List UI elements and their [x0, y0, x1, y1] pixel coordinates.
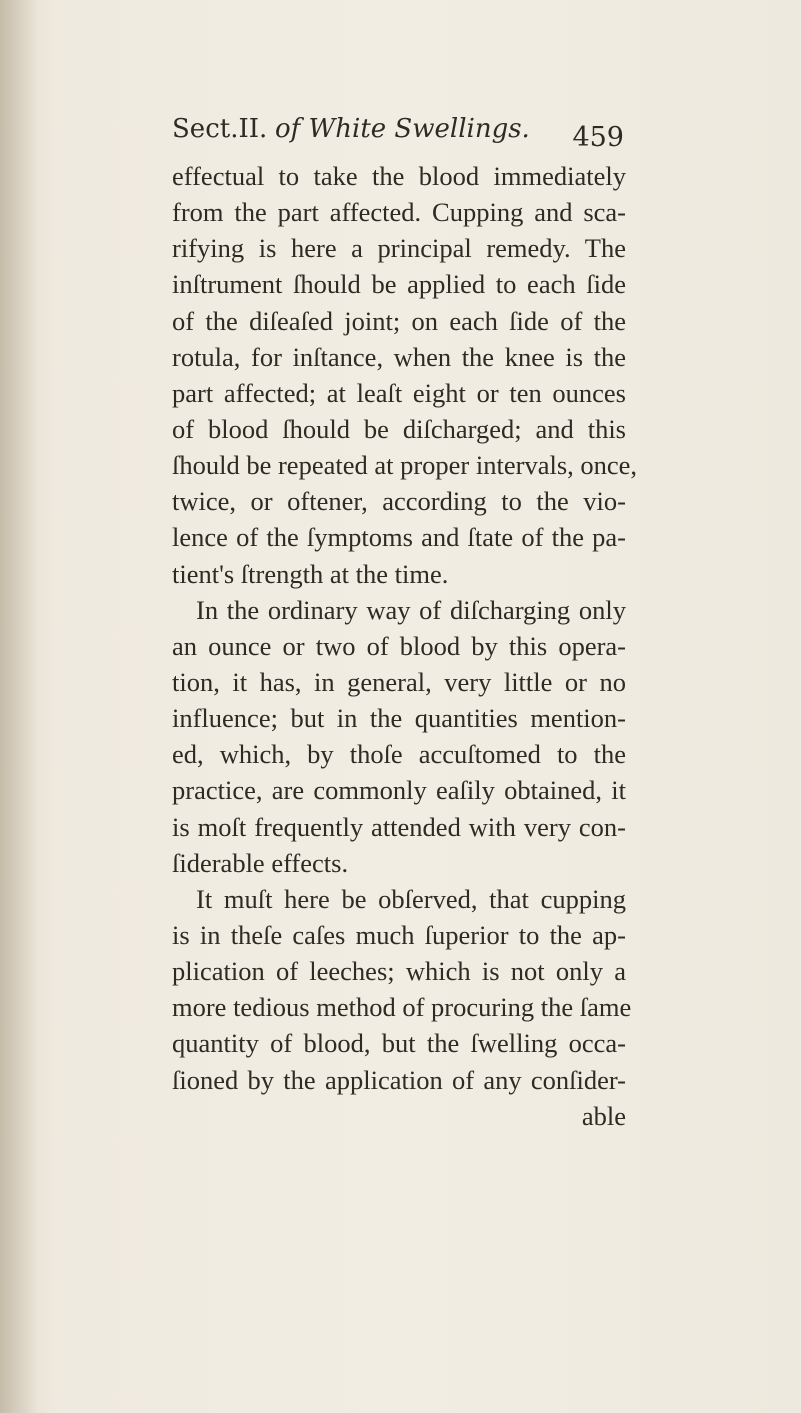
text-line: ſioned by the application of any conſider- [172, 1064, 626, 1095]
text-line: ſhould be repeated at proper intervals, once, [172, 450, 638, 481]
text-line: It muſt here be obſerved, that cupping [196, 883, 626, 914]
text-line: twice, or oftener, according to the vio- [172, 486, 626, 517]
text-line: of blood ſhould be diſcharged; and this [172, 413, 626, 444]
text-line: rotula, for inſtance, when the knee is the [172, 341, 626, 372]
text-line: rifying is here a principal remedy. The [172, 233, 626, 264]
text-line: plication of leeches; which is not only a [172, 956, 626, 987]
text-line: part affected; at leaſt eight or ten ounces [172, 377, 626, 408]
text-line: an ounce or two of blood by this opera- [172, 630, 626, 661]
page-header [172, 110, 624, 154]
text-line: effectual to take the blood immediately [172, 161, 626, 191]
text-line: tion, it has, in general, very little or no [172, 666, 626, 697]
text-line: quantity of blood, but the ſwelling occa- [172, 1028, 626, 1059]
text-line: is in theſe caſes much ſuperior to the ap- [172, 919, 626, 950]
text-line: In the ordinary way of diſcharging only [196, 594, 626, 625]
running-title: of White Swellings. [275, 114, 530, 144]
body-text [172, 158, 638, 1134]
catchword: able [581, 1100, 626, 1131]
text-line: is moſt frequently attended with very con- [172, 811, 626, 842]
text-line: tient's ſtrength at the time. [172, 558, 449, 589]
text-line: more tedious method of procuring the ſame [172, 992, 632, 1023]
page-number: 459 [572, 122, 624, 153]
text-line: ed, which, by thoſe accuſtomed to the [172, 739, 626, 770]
text-line: inſtrument ſhould be applied to each ſide [172, 269, 626, 300]
text-line: influence; but in the quantities mention- [172, 703, 626, 734]
page-gutter-shadow [0, 0, 38, 1413]
text-line: from the part affected. Cupping and sca- [172, 197, 626, 228]
text-line: practice, are commonly eaſily obtained, it [172, 775, 626, 806]
text-line: ſiderable effects. [172, 847, 349, 878]
text-line: lence of the ſymptoms and ſtate of the pa- [172, 522, 626, 553]
section-label: Sect.II. [172, 114, 268, 144]
text-line: of the diſeaſed joint; on each ſide of the [172, 305, 626, 336]
